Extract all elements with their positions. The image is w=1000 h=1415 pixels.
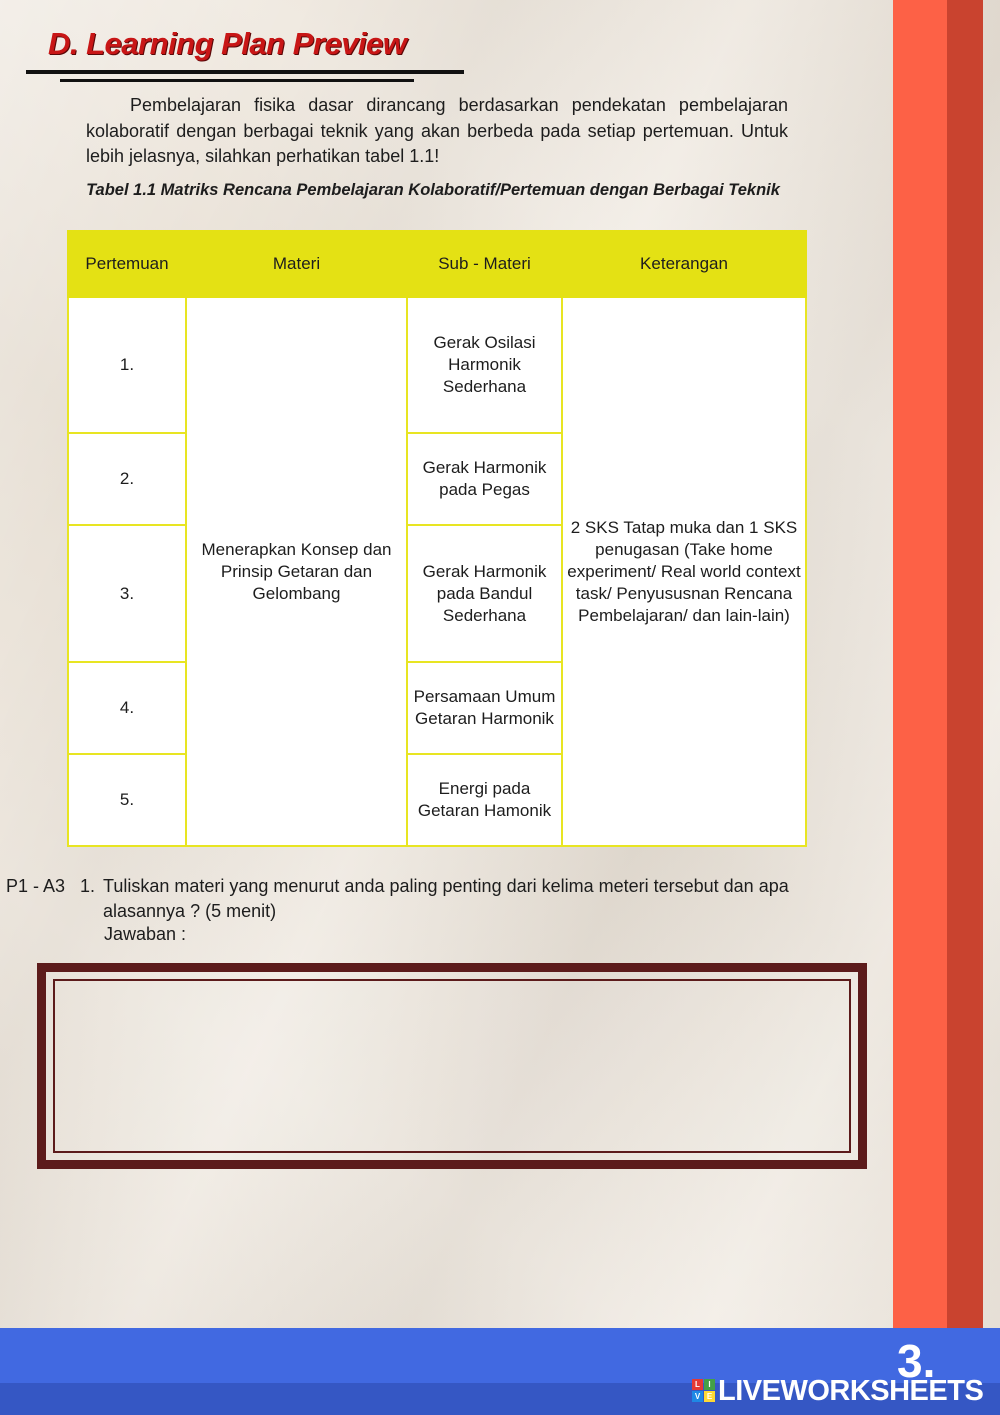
answer-box-inner-border (53, 979, 851, 1153)
pertemuan-cell: 2. (68, 433, 186, 525)
brand-text: LIVEWORKSHEETS (718, 1374, 984, 1407)
page-number: 3. (897, 1335, 936, 1387)
logo-letter: L (692, 1379, 703, 1390)
title-underline (26, 70, 464, 74)
title-underline-secondary (60, 79, 414, 82)
header-pertemuan: Pertemuan (68, 231, 186, 297)
pertemuan-cell: 4. (68, 662, 186, 754)
section-title: D. Learning Plan Preview (48, 26, 407, 61)
sub-materi-cell: Gerak Osilasi Harmonik Sederhana (407, 297, 562, 433)
sub-materi-cell: Persamaan Umum Getaran Harmonik (407, 662, 562, 754)
side-stripe-inner (947, 0, 983, 1415)
answer-box (37, 963, 867, 1169)
logo-letter: I (704, 1379, 715, 1390)
sub-materi-cell: Gerak Harmonik pada Bandul Sederhana (407, 525, 562, 661)
question-number: 1. (80, 876, 96, 896)
intro-paragraph: Pembelajaran fisika dasar dirancang berdasarkan pendekatan pembelajaran kolaboratif dengan berbagai teknik yang akan berbeda pada setiap pertemuan. Untuk lebih jelasnya, silahkan perhatikan tabel 1.1! (86, 95, 788, 166)
pertemuan-cell: 5. (68, 754, 186, 846)
table-caption: Tabel 1.1 Matriks Rencana Pembelajaran Kolaboratif/Pertemuan dengan Berbagai Teknik (86, 181, 780, 199)
answer-label: Jawaban : (104, 924, 187, 944)
liveworksheets-brand[interactable] (692, 1376, 983, 1406)
header-materi: Materi (186, 231, 407, 297)
pertemuan-cell: 3. (68, 525, 186, 661)
table-header-row (68, 231, 806, 297)
question-code: P1 - A3 (6, 876, 66, 896)
question-text: Tuliskan materi yang menurut anda paling penting dari kelima meteri tersebut dan apa alasannya ? (5 menit) (103, 876, 789, 921)
header-sub-materi: Sub - Materi (407, 231, 562, 297)
liveworksheets-logo-icon (692, 1379, 716, 1403)
answer-input[interactable] (59, 985, 845, 1147)
pertemuan-cell: 1. (68, 297, 186, 433)
learning-plan-table (67, 230, 807, 847)
sub-materi-cell: Energi pada Getaran Hamonik (407, 754, 562, 846)
materi-cell: Menerapkan Konsep dan Prinsip Getaran dan Gelombang (186, 297, 407, 846)
logo-letter: E (704, 1391, 715, 1402)
sub-materi-cell: Gerak Harmonik pada Pegas (407, 433, 562, 525)
keterangan-cell: 2 SKS Tatap muka dan 1 SKS penugasan (Take home experiment/ Real world context task/ Penyususnan Rencana Pembelajaran/ dan lain-lain) (562, 297, 806, 846)
logo-letter: V (692, 1391, 703, 1402)
header-keterangan: Keterangan (562, 231, 806, 297)
table-row (68, 297, 806, 433)
